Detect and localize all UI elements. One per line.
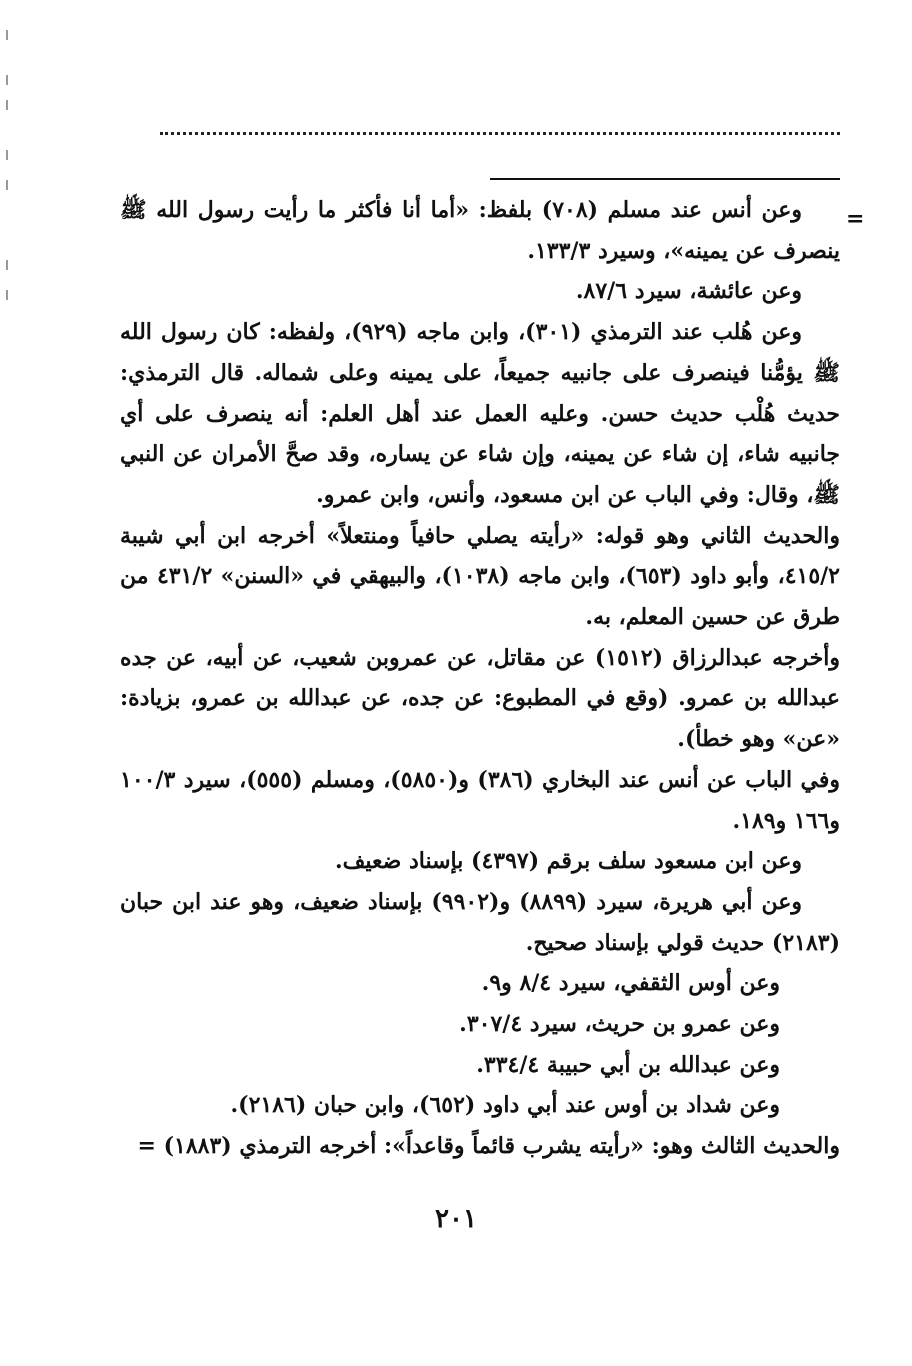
footnote-paragraph: وعن أنس عند مسلم (٧٠٨) بلفظ: «أما أنا فأكثر ما رأيت رسول الله ﷺ ينصرف عن يمينه»، وسيرد ١٣٣/٣. <box>120 197 840 264</box>
footnote-paragraph: وعن عبدالله بن أبي حبيبة ٣٣٤/٤. <box>476 1051 780 1078</box>
footnote-paragraph: وعن شداد بن أوس عند أبي داود (٦٥٢)، وابن حبان (٢١٨٦). <box>230 1092 780 1119</box>
scan-margin-marks <box>6 0 10 1366</box>
footnote-paragraph: وأخرجه عبدالرزاق (١٥١٢) عن مقاتل، عن عمروبن شعيب، عن أبيه، عن جده عبدالله بن عمرو. (وقع في المطبوع: عن جده، عن عبدالله بن عمرو، بزيادة: «عن» وهو خطأ). <box>120 644 841 753</box>
footnote-paragraph: وعن أوس الثقفي، سيرد ٨/٤ و٩. <box>481 970 780 997</box>
footnote-paragraph: وعن هُلب عند الترمذي (٣٠١)، وابن ماجه (٩٢٩)، ولفظه: كان رسول الله ﷺ يؤمُّنا فينصرف على جانبيه جميعاً، على يمينه وعلى شماله. قال الترمذي: حديث هُلْب حديث حسن. وعليه العمل عند أهل العلم: أنه ينصرف على أي جانبيه شاء، إن شاء عن يمينه، وإن شاء عن يساره، وقد صحَّ الأمران عن النبي ﷺ، وقال: وفي الباب عن ابن مسعود، وأنس، وابن عمرو. <box>120 319 840 508</box>
footnote-paragraph: والحديث الثاني وهو قوله: «رأيته يصلي حافياً ومنتعلاً» أخرجه ابن أبي شيبة ٤١٥/٢، وأبو داود (٦٥٣)، وابن ماجه (١٠٣٨)، والبيهقي في «السنن» ٤٣١/٢ من طرق عن حسين المعلم، به. <box>120 522 840 631</box>
footnote-paragraph: والحديث الثالث وهو: «رأيته يشرب قائماً وقاعداً»: أخرجه الترمذي (١٨٨٣) = <box>137 1133 840 1160</box>
footnote-paragraph: وعن عائشة، سيرد ٨٧/٦. <box>575 278 802 305</box>
footnote-paragraph: وعن ابن مسعود سلف برقم (٤٣٩٧) بإسناد ضعيف. <box>334 848 802 875</box>
page-number: ٢٠١ <box>435 1204 477 1234</box>
footnote-paragraph: وعن عمرو بن حريث، سيرد ٣٠٧/٤. <box>459 1011 780 1038</box>
footnote-paragraph: وفي الباب عن أنس عند البخاري (٣٨٦) و(٥٨٥٠)، ومسلم (٥٥٥)، سيرد ١٠٠/٣ و١٦٦ و١٨٩. <box>120 766 840 834</box>
dotted-separator <box>160 132 840 135</box>
footnote-paragraph: وعن أبي هريرة، سيرد (٨٨٩٩) و(٩٩٠٢) بإسناد ضعيف، وهو عند ابن حبان (٢١٨٣) حديث قولي بإسناد صحيح. <box>120 888 840 956</box>
continuation-mark: = <box>846 206 865 232</box>
footnote-text <box>120 190 840 1167</box>
footnote-rule <box>490 178 840 180</box>
